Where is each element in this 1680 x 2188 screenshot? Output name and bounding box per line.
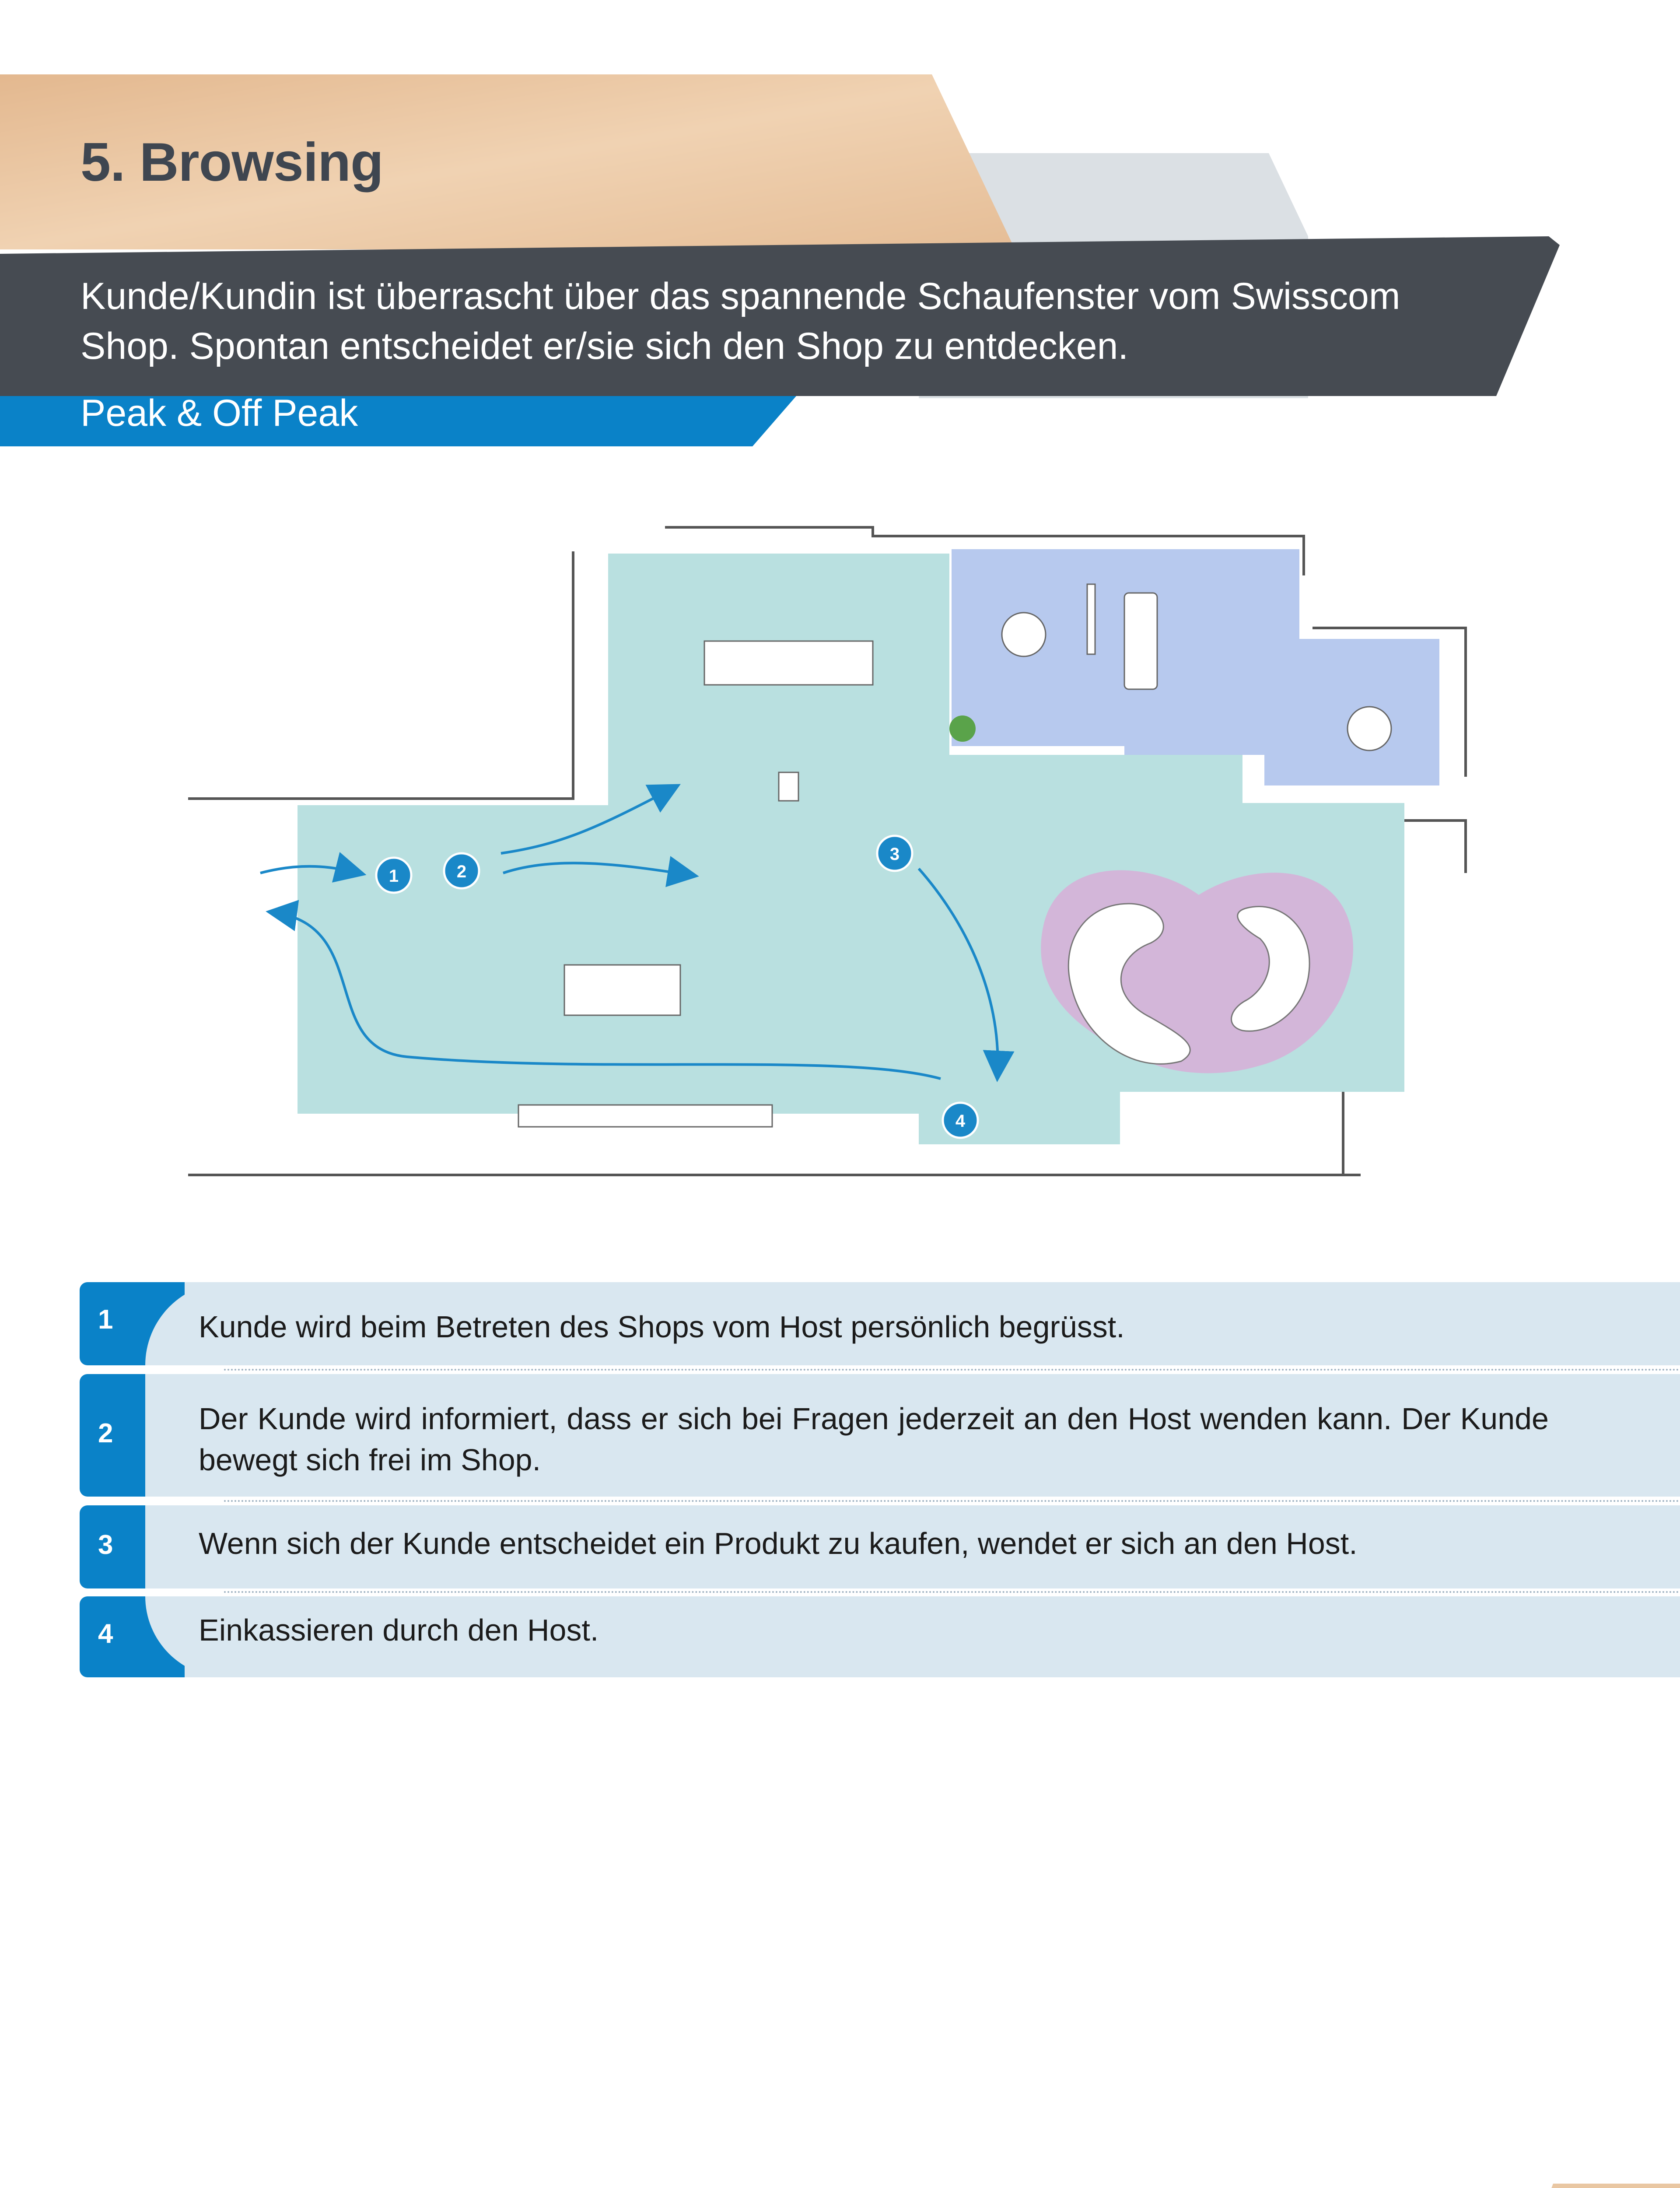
- svg-text:1: 1: [388, 866, 399, 886]
- step-number: 4: [98, 1619, 113, 1649]
- step-row-1: [80, 1282, 1680, 1365]
- svg-text:2: 2: [456, 862, 467, 881]
- route-marker-4: [943, 1103, 978, 1138]
- step-text: Wenn sich der Kunde entscheidet ein Produkt zu kaufen, wendet er sich an den Host.: [199, 1526, 1358, 1560]
- svg-text:4: 4: [955, 1112, 966, 1131]
- subtitle: Peak & Off Peak: [80, 392, 358, 434]
- step-divider: [224, 1369, 1680, 1371]
- step-row-2: [80, 1374, 1680, 1497]
- step-text: Einkassieren durch den Host.: [199, 1613, 599, 1647]
- intro-text: Kunde/Kundin ist überrascht über das spannende Schaufenster vom Swisscom Shop. Spontan entscheidet er/sie sich den Shop zu entdecken.: [80, 275, 1400, 367]
- step-number: 2: [98, 1418, 113, 1448]
- plant: [949, 715, 976, 742]
- svg-text:3: 3: [889, 845, 900, 864]
- step-divider: [224, 1591, 1680, 1593]
- floor-plan: [188, 523, 1479, 1197]
- step-number: 3: [98, 1530, 113, 1560]
- route-marker-3: [877, 836, 912, 871]
- step-text: Der Kunde wird informiert, dass er sich bei Fragen jederzeit an den Host wenden kann. Der Kunde bewegt sich frei im Shop.: [199, 1402, 1549, 1477]
- page-title: 5. Browsing: [80, 132, 383, 193]
- step-row-3: [80, 1505, 1680, 1588]
- step-divider: [224, 1500, 1680, 1502]
- route-marker-1: [376, 858, 411, 893]
- route-marker-2: [444, 853, 479, 888]
- step-text: Kunde wird beim Betreten des Shops vom Host persönlich begrüsst.: [199, 1310, 1125, 1344]
- page-number-tab: [1514, 2170, 1680, 2188]
- step-row-4: [80, 1596, 1680, 1677]
- step-number: 1: [98, 1304, 113, 1335]
